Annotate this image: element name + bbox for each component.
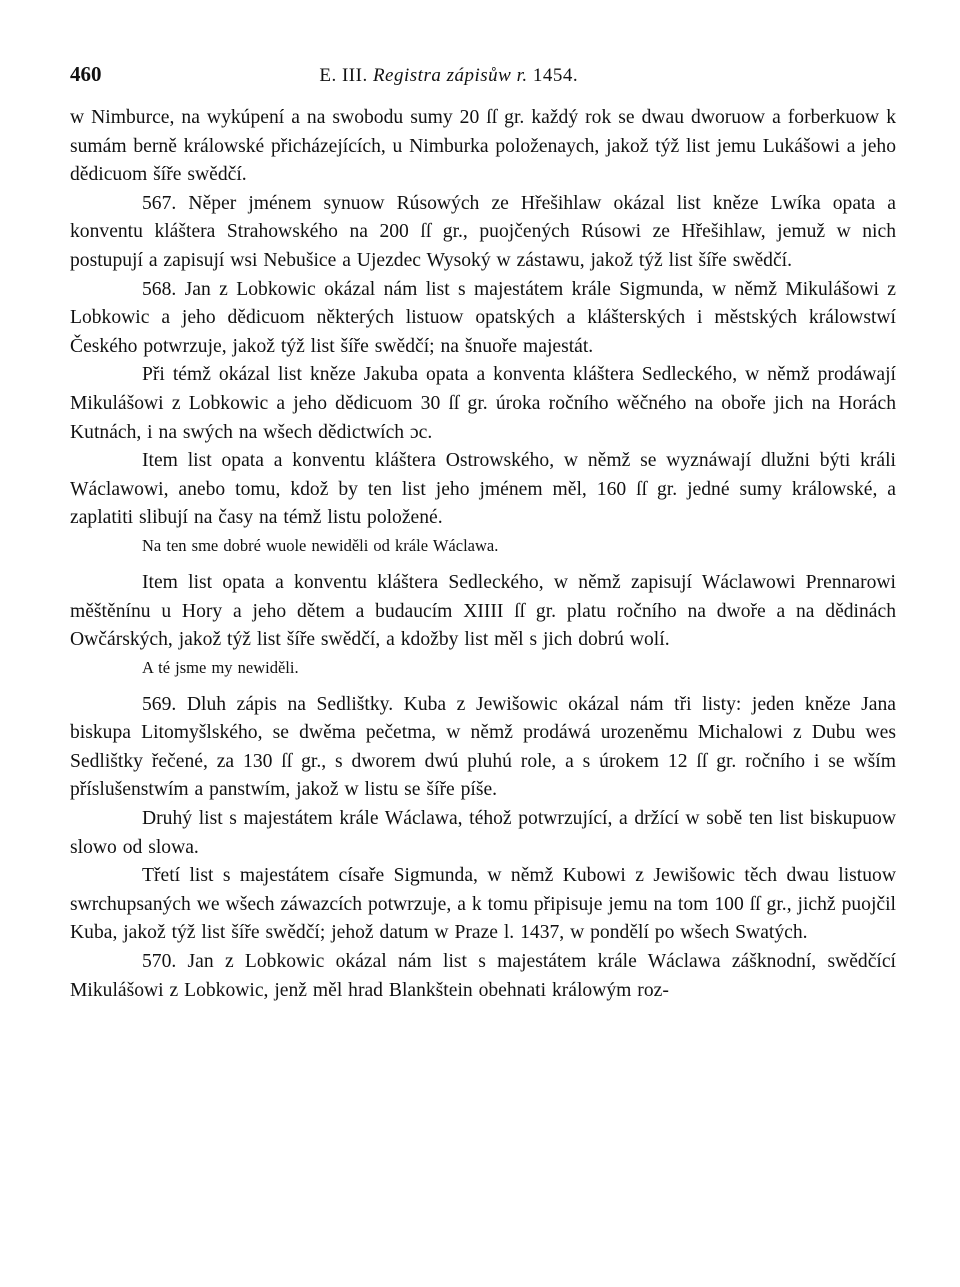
margin-note-2: A té jsme my newiděli. [142,657,299,677]
paragraph-prennar: Item list opata a konventu kláštera Sedleckého, w němž zapisují Wáclawowi Prennarowi měštěnínu u Hory a jeho dětem a budaucím XIIII ſſ gr. platu ročního na dwoře a na dědinách Owčárských, jakož týž list šíře swědčí, a kdožby list měl s jich dobrú wolí. [70,571,896,651]
paragraph-continuation: w Nimburce, na wykúpení a na swobodu sumy 20 ſſ gr. každý rok se dwau dworuow a forberkuow k sumám berně králowské přicházejících, u Nimburka položenaych, jakož týž list jemu Lukášowi a jeho dědicuom šíře swědčí. [70,107,896,186]
entry-567: 567. Něper jménem synuow Rúsowých ze Hřešihlaw okázal list kněze Lwíka opata a konventu kláštera Strahowského na 200 ſſ gr., puojčených Rúsowi ze Hřešihlaw, jemuž w nich postupují a zapisují wsi Nebušice a Ujezdec Wysoký w zástawu, jakož týž list šíře swědčí. [70,192,896,271]
page-number: 460 [70,62,102,86]
paragraph-second-letter: Druhý list s majestátem krále Wáclawa, téhož potwrzující, a držící w sobě ten list biskupuow slowo od slowa. [70,808,896,858]
header-section: E. III. [319,65,368,86]
header-year: 1454. [532,65,579,86]
paragraph-sedlec: Při témž okázal list kněze Jakuba opata a konventa kláštera Sedleckého, w němž prodáwají Mikulášowi z Lobkowic a jeho dědicuom 30 ſſ gr. úroka ročního wěčného na oboře jich na Horách Kutnách, i na swých na wšech dědictwích ɔc. [70,364,896,443]
header-title [102,65,857,87]
entry-568: 568. Jan z Lobkowic okázal nám list s majestátem krále Sigmunda, w němž Mikulášowi z Lobkowic a jeho dědicuom některých listuow opatských a klášterských i městských králowstwí Českého potwrzuje, jakož týž list šíře swědčí; na šnuoře majestát. [70,278,896,357]
running-header [70,62,896,96]
paragraph-ostrov: Item list opata a konventu kláštera Ostrowského, w němž se wyznáwají dlužni býti králi Wáclawowi, anebo tomu, kdož by ten list jeho jménem měl, 160 ſſ gr. jedné sumy králowské, a zaplatiti slibují na časy na témž listu položené. [70,450,896,529]
entry-570: 570. Jan z Lobkowic okázal nám list s majestátem krále Wáclawa zášknodní, swědčící Mikulášowi z Lobkowic, jenž měl hrad Blankštein obehnati králowým roz- [70,951,896,1001]
margin-note-1: Na ten sme dobré wuole newiděli od krále Wáclawa. [142,535,499,555]
header-register: Registra zápisůw r. [372,65,528,86]
entry-569: 569. Dluh zápis na Sedlištky. Kuba z Jewišowic okázal nám tři listy: jeden kněze Jana biskupa Litomyšlského, se dwěma pečetma, w němž prodáwá urozeněmu Michalowi z Dubu wes Sedlištky řečené, za 130 ſſ gr., s dworem dwú pluhú role, a s úrokem 12 ſſ gr. ročního i se wším příslušenstwím a panstwím, jakož w listu se šíře píše. [70,693,896,801]
paragraph-third-letter: Třetí list s majestátem císaře Sigmunda, w němž Kubowi z Jewišowic těch dwau listuow swrchupsaných we wšech záwazcích potwrzuje, a k tomu připisuje jemu na tom 100 ſſ gr., jichž puojčil Kuba, jakož týž list šíře swědčí; jehož datum w Praze l. 1437, w pondělí po wšech Swatých. [70,865,896,944]
document-page [70,62,896,1005]
